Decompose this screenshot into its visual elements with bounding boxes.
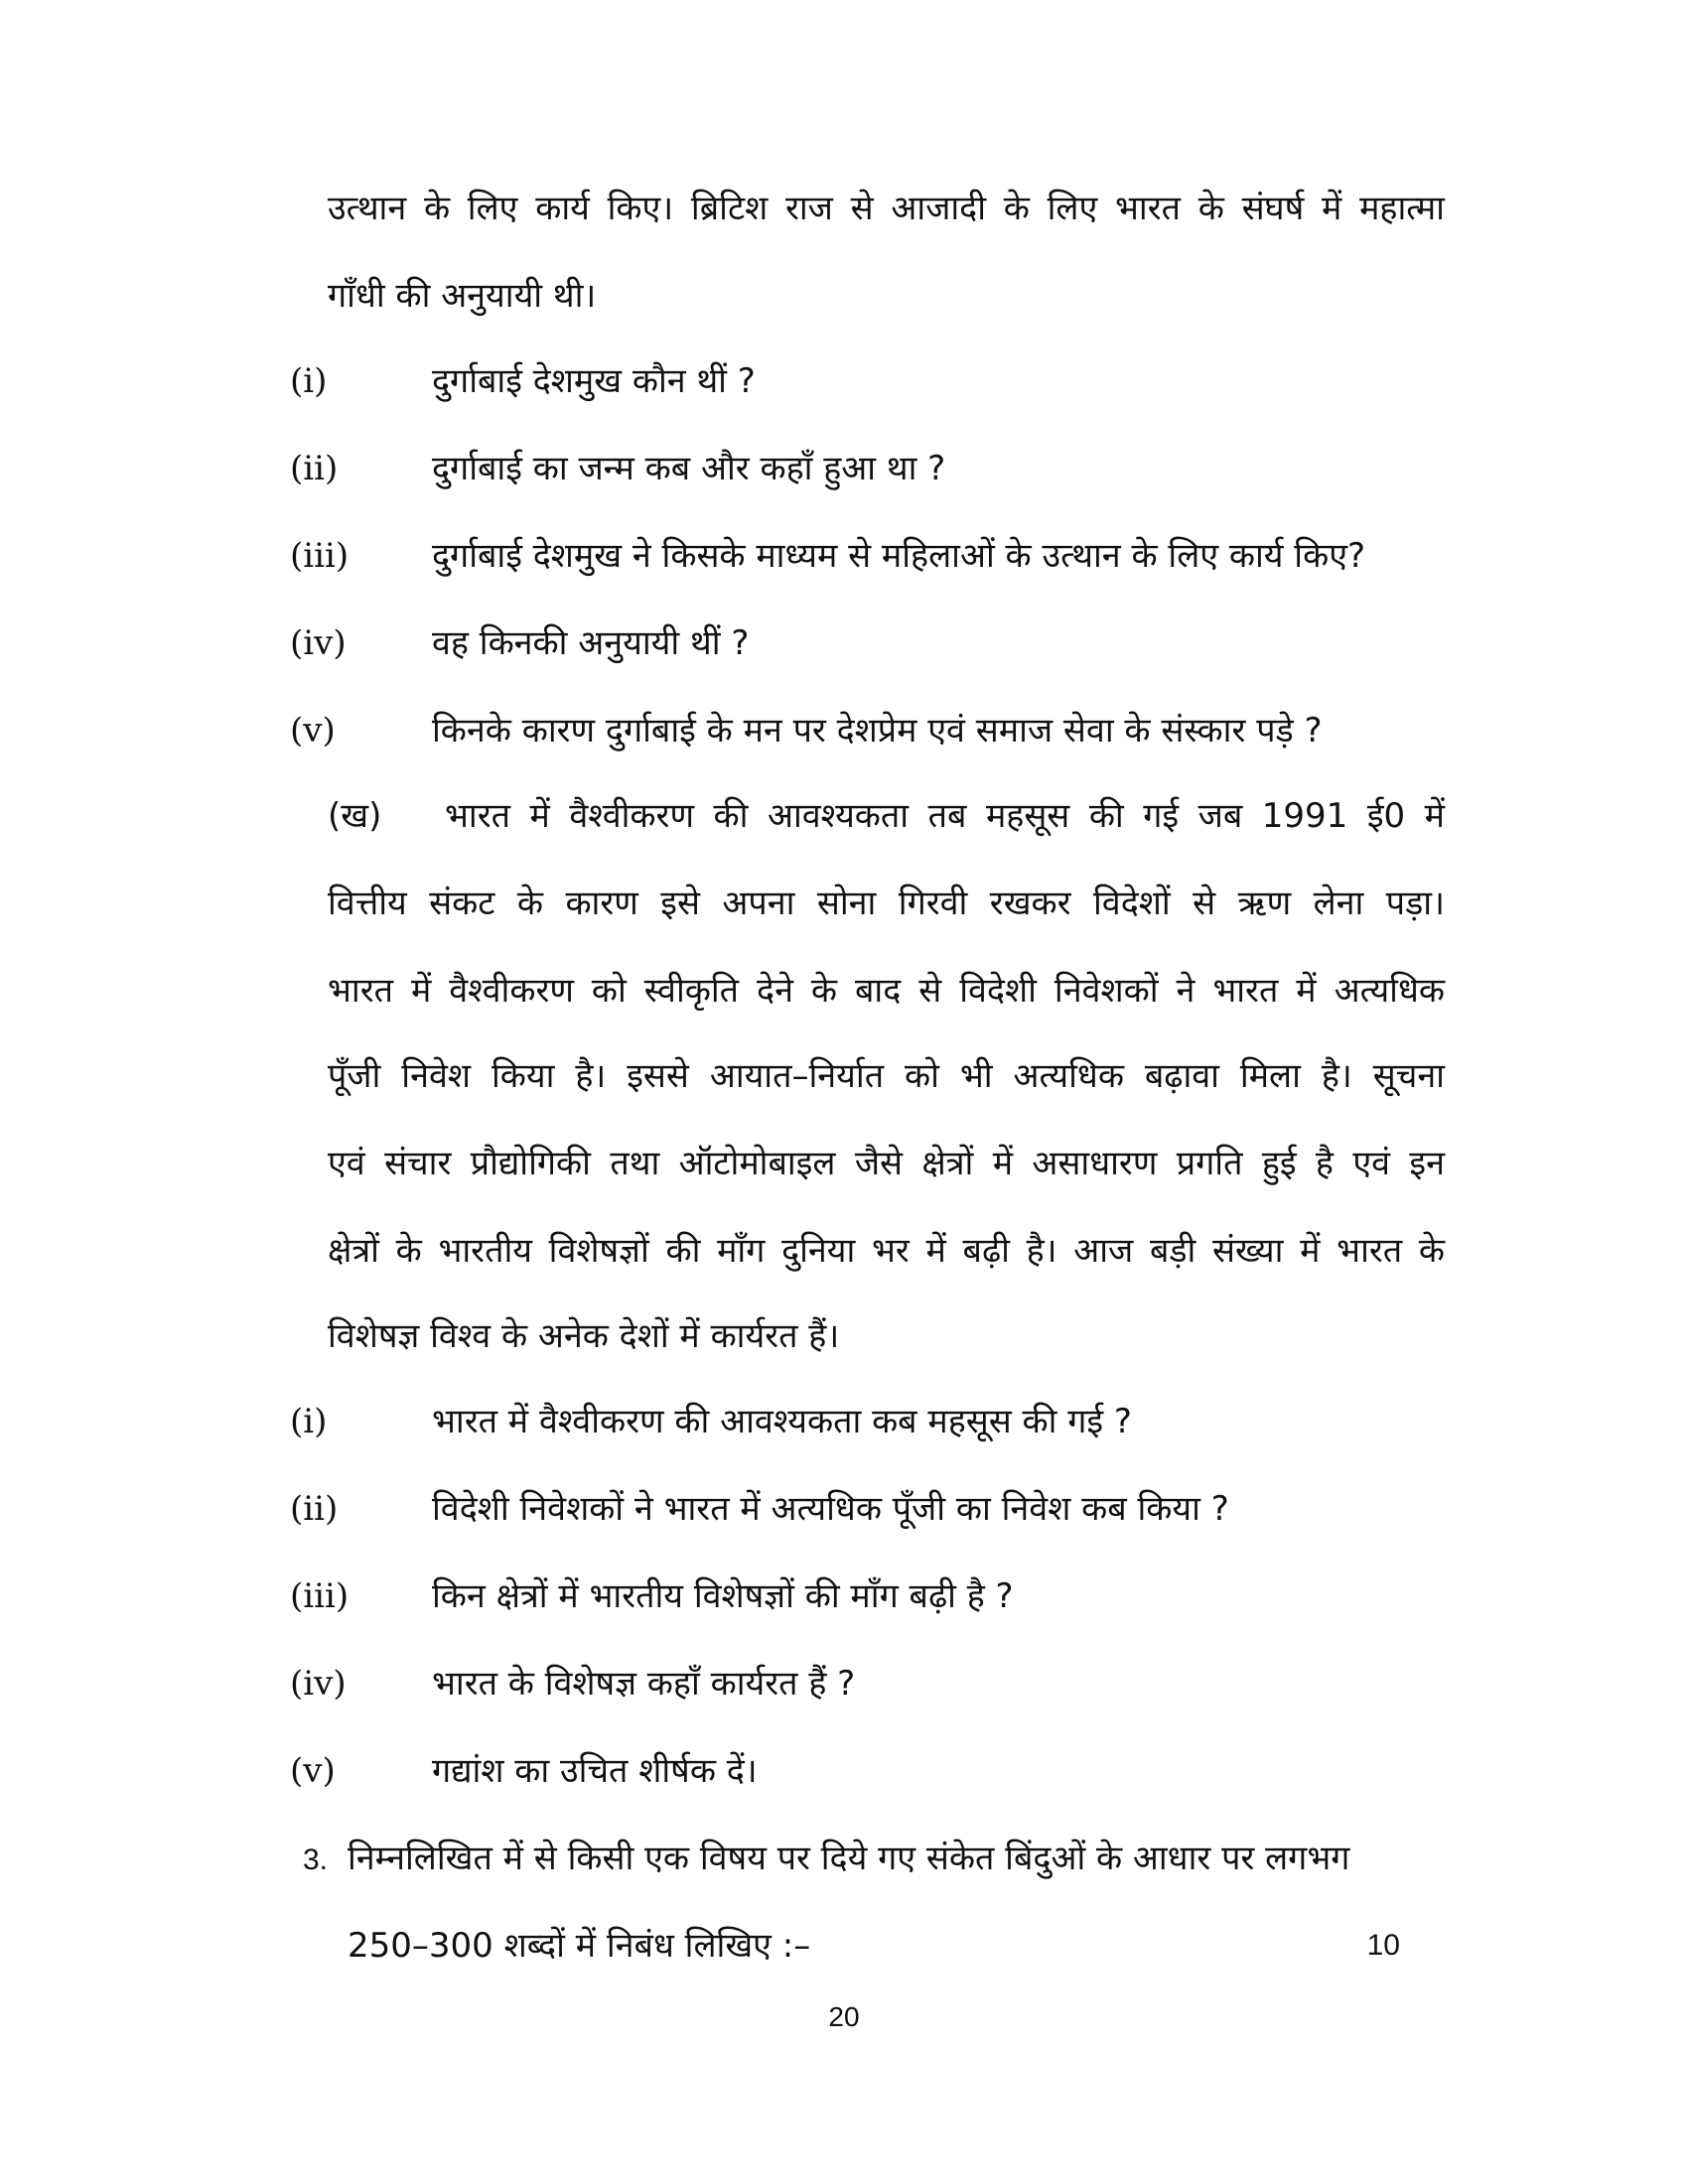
question-text: दुर्गाबाई देशमुख ने किसके माध्यम से महिलाओं के उत्थान के लिए कार्य किए? [432, 536, 1366, 576]
question-2-2 [290, 1487, 1452, 1531]
section3-number: 3. [303, 1843, 329, 1876]
passage1-line2: गाँधी की अनुयायी थी। [328, 276, 597, 316]
question-number: (i) [290, 1402, 328, 1441]
question-text: गद्यांश का उचित शीर्षक दें। [432, 1751, 758, 1791]
passage2-line3: भारत में वैश्वीकरण को स्वीकृति देने के बाद से विदेशी निवेशकों ने भारत में अत्यधिक [328, 971, 1445, 1011]
question-text: भारत के विशेषज्ञ कहाँ कार्यरत हैं ? [432, 1664, 856, 1704]
passage2-line4: पूँजी निवेश किया है। इससे आयात–निर्यात को भी अत्यधिक बढ़ावा मिला है। सूचना [328, 1056, 1445, 1096]
question-number: (iii) [290, 536, 350, 576]
question-number: (iii) [290, 1576, 350, 1616]
passage1-line1: उत्थान के लिए कार्य किए। ब्रिटिश राज से आजादी के लिए भारत के संघर्ष में महात्मा [328, 189, 1445, 228]
passage2-line2: वित्तीय संकट के कारण इसे अपना सोना गिरवी रखकर विदेशों से ऋण लेना पड़ा। [328, 884, 1445, 923]
question-text: दुर्गाबाई का जन्म कब और कहाँ हुआ था ? [432, 449, 946, 488]
question-number: (i) [290, 361, 328, 401]
question-1-1 [290, 359, 1452, 403]
question-number: (v) [290, 711, 336, 751]
question-number: (iv) [290, 623, 347, 663]
question-text: दुर्गाबाई देशमुख कौन थीं ? [432, 361, 756, 401]
passage2-line6: क्षेत्रों के भारतीय विशेषज्ञों की माँग दुनिया भर में बढ़ी है। आज बड़ी संख्या में भारत के [328, 1231, 1445, 1271]
question-1-3 [290, 534, 1452, 578]
passage2-line1 [328, 794, 1445, 838]
question-2-1 [290, 1400, 1452, 1443]
question-2-4 [290, 1662, 1452, 1706]
passage2-line5: एवं संचार प्रौद्योगिकी तथा ऑटोमोबाइल जैसे क्षेत्रों में असाधारण प्रगति हुई है एवं इन [328, 1144, 1445, 1183]
passage2-label: (ख) [328, 796, 382, 836]
question-number: (v) [290, 1751, 336, 1791]
question-1-2 [290, 447, 1452, 490]
question-1-4 [290, 621, 1452, 665]
section3-line1 [303, 1837, 1445, 1882]
question-text: भारत में वैश्वीकरण की आवश्यकता कब महसूस की गई ? [432, 1402, 1132, 1441]
question-2-3 [290, 1574, 1452, 1618]
passage2-line7: विशेषज्ञ विश्व के अनेक देशों में कार्यरत हैं। [328, 1316, 840, 1356]
question-text: किनके कारण दुर्गाबाई के मन पर देशप्रेम एवं समाज सेवा के संस्कार पड़े ? [432, 711, 1323, 751]
question-number: (iv) [290, 1664, 347, 1704]
question-1-5 [290, 709, 1452, 752]
question-text: विदेशी निवेशकों ने भारत में अत्यधिक पूँजी का निवेश कब किया ? [432, 1489, 1229, 1529]
page-number: 20 [828, 2001, 860, 2032]
question-text: किन क्षेत्रों में भारतीय विशेषज्ञों की माँग बढ़ी है ? [432, 1576, 1014, 1616]
passage2-line1-text: भारत में वैश्वीकरण की आवश्यकता तब महसूस की गई जब 1991 ई0 में [445, 796, 1445, 836]
question-number: (ii) [290, 449, 339, 488]
section3-line2 [348, 1924, 1400, 1968]
question-number: (ii) [290, 1489, 339, 1529]
marks-value: 10 [1366, 1929, 1400, 1962]
section3-line2-text: 250–300 शब्दों में निबंध लिखिए :– [348, 1926, 811, 1966]
question-2-5 [290, 1749, 1452, 1793]
question-text: वह किनकी अनुयायी थीं ? [432, 623, 750, 663]
section3-line1-text: निम्नलिखित में से किसी एक विषय पर दिये गए संकेत बिंदुओं के आधार पर लगभग [348, 1839, 1350, 1878]
